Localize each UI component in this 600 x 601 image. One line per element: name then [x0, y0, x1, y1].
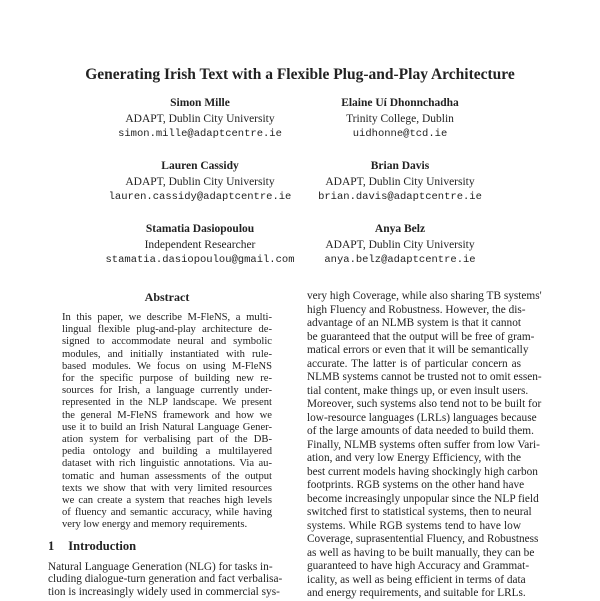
text-line: In this paper, we describe M-FleNS, a multi- — [62, 312, 272, 323]
author-email: simon.mille@adaptcentre.ie — [118, 128, 282, 140]
author-name: Anya Belz — [374, 223, 426, 235]
right-column-text — [307, 290, 542, 601]
text-line: ation, and very low Energy Efficiency, with the — [307, 452, 521, 464]
text-line: texts we show that with very limited resources — [62, 482, 272, 494]
text-line: pedia ontology and building a multilayered — [62, 446, 272, 458]
text-line: of the large amounts of data needed to build them. — [307, 425, 534, 437]
text-line: as well as having to be built manually, they can be — [307, 546, 535, 559]
author-block — [280, 159, 520, 206]
text-line: be guaranteed that the output will be free of gram- — [307, 330, 535, 343]
author-name: Elaine Uí Dhonnchadha — [341, 97, 459, 109]
text-line: become increasingly unpopular since the NLP field — [307, 492, 539, 505]
author-block — [280, 222, 520, 269]
text-line: guaranteed to have high Accuracy and Grammat- — [307, 560, 530, 572]
text-line: very high Coverage, while also sharing TB systems' — [307, 290, 542, 302]
author-email: stamatia.dasiopoulou@gmail.com — [105, 254, 295, 266]
abstract-text — [62, 312, 272, 532]
author-name: Lauren Cassidy — [161, 160, 239, 172]
text-line: icality, as well as being efficient in terms of data — [307, 573, 526, 586]
author-affiliation: ADAPT, Dublin City University — [125, 112, 275, 125]
text-line: switched first to statistical systems, then to neural — [307, 506, 532, 518]
abstract-heading: Abstract — [144, 290, 190, 304]
author-affiliation: Independent Researcher — [144, 238, 256, 251]
text-line: accurate. The latter is of particular concern as — [307, 357, 521, 370]
introduction-text — [48, 561, 283, 598]
text-line: we can create a system that reaches high levels — [62, 495, 272, 507]
text-line: NLMB systems cannot be trusted not to omit essen- — [307, 371, 542, 383]
author-email: uidhonne@tcd.ie — [352, 128, 448, 140]
text-line: for the specific purpose of building new re- — [62, 373, 272, 385]
text-line: sources for Irish, a language currently under- — [62, 385, 272, 397]
author-name: Simon Mille — [170, 97, 230, 109]
section-title: Introduction — [68, 539, 137, 553]
text-line: Finally, NLMB systems often suffer from low Vari- — [307, 438, 540, 451]
text-line: tomatic and human assessments of the output — [62, 470, 272, 482]
paper-title: Generating Irish Text with a Flexible Plug-and-Play Architecture — [85, 66, 515, 83]
text-line: Moreover, such systems also tend not to be built for — [307, 398, 542, 410]
text-line: advantage of an NLMB system is that it cannot — [307, 317, 521, 329]
text-line: low-resource languages (LRLs) languages because — [307, 411, 537, 424]
text-line: modules, and initially instantiated with rule- — [62, 348, 272, 360]
text-line: matical errors or even that it will be semantically — [307, 344, 529, 356]
text-line: use it to build an Irish Natural Language Gener- — [62, 421, 272, 433]
text-line: of fluency and semantic accuracy, while having — [62, 507, 272, 519]
text-line: ation system for verbalising part of the DB- — [62, 434, 272, 446]
text-line: dataset with rich linguistic annotations. Via au- — [62, 458, 272, 470]
text-line: systems. While RGB systems tend to have low — [307, 519, 521, 532]
section-number: 1 — [48, 539, 55, 553]
text-line: Natural Language Generation (NLG) for tasks in- — [48, 561, 273, 573]
text-line: signed to accommodate neural and symbolic — [62, 336, 272, 348]
text-line: the general M-FleNS framework and how we — [62, 409, 272, 421]
text-line: footprints. RGB systems on the other hand have — [307, 479, 525, 491]
author-email: brian.davis@adaptcentre.ie — [318, 191, 482, 203]
text-line: tion is increasingly widely used in commercial sys- — [48, 585, 280, 598]
text-line: lingual flexible plug-and-play architecture de- — [62, 324, 272, 336]
text-line: high Fluency and Robustness. However, the dis- — [307, 303, 526, 316]
text-line: and energy requirements, and suitable for LRLs. — [307, 587, 526, 599]
text-line: best current models having shockingly high carbon — [307, 465, 538, 478]
author-affiliation: Trinity College, Dublin — [346, 112, 454, 125]
section-heading-introduction — [48, 539, 150, 554]
text-line: cluding dialogue-turn generation and fact verbalisa- — [48, 573, 283, 586]
author-affiliation: ADAPT, Dublin City University — [125, 175, 275, 188]
author-name: Brian Davis — [370, 160, 430, 172]
author-email: lauren.cassidy@adaptcentre.ie — [108, 191, 292, 203]
author-name: Stamatia Dasiopoulou — [145, 223, 255, 235]
text-line: Coverage, suprasentential Fluency, and Robustness — [307, 533, 539, 545]
text-line: based modules. We focus on using M-FleNS — [62, 360, 272, 372]
author-affiliation: ADAPT, Dublin City University — [325, 175, 475, 188]
text-line: tial content, make things up, or even insult users. — [307, 384, 529, 397]
author-block — [280, 96, 520, 143]
author-affiliation: ADAPT, Dublin City University — [325, 238, 475, 251]
text-line: represented in the NLP landscape. We present — [62, 397, 272, 409]
text-line: very low energy and memory requirements. — [62, 519, 248, 531]
author-email: anya.belz@adaptcentre.ie — [324, 254, 476, 266]
